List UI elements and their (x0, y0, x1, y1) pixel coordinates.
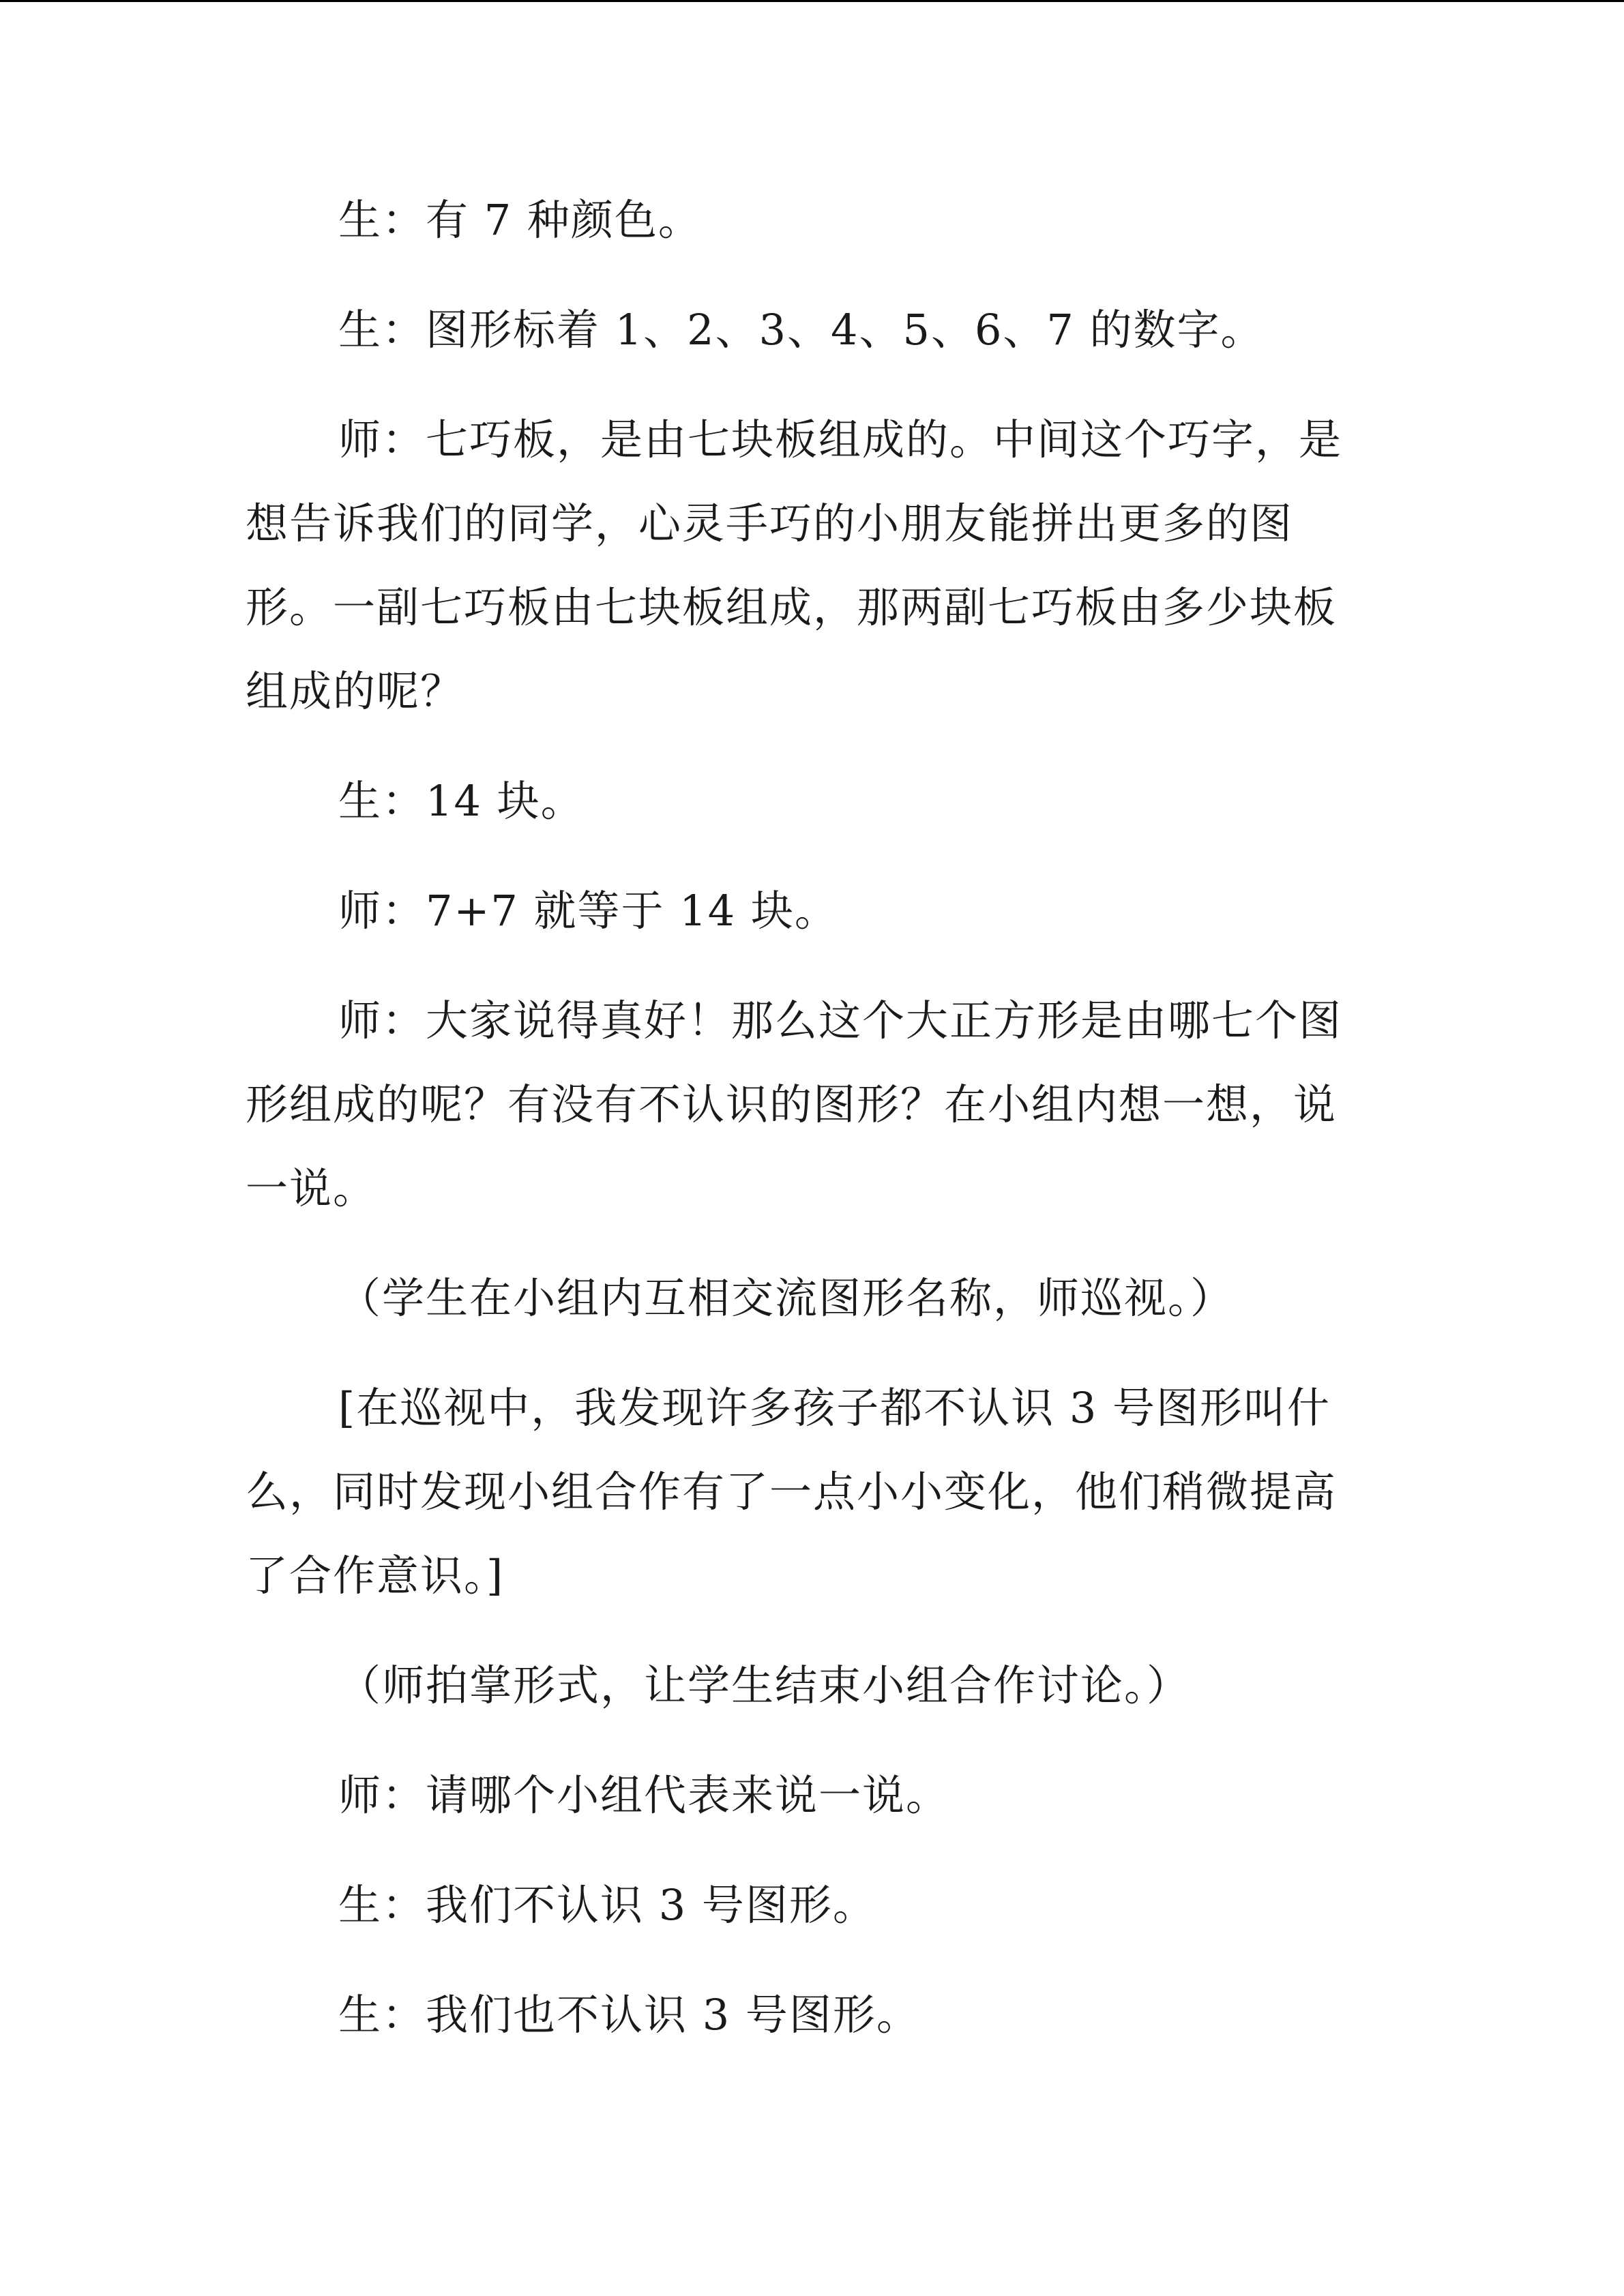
paragraph-6: 师：大家说得真好！那么这个大正方形是由哪七个图形组成的呢？有没有不认识的图形？在小组内想一想，说一说。 (246, 996, 1343, 1213)
paragraph-4: 生：14 块。 (338, 776, 585, 826)
paragraph-10: 师：请哪个小组代表来说一说。 (338, 1770, 950, 1820)
paragraph-1: 生：有 7 种颜色。 (338, 195, 702, 245)
paragraph-7: （学生在小组内互相交流图形名称，师巡视。） (338, 1273, 1235, 1323)
paragraph-8: [在巡视中，我发现许多孩子都不认识 3 号图形叫什么，同时发现小组合作有了一点小小变化，他们稍微提高了合作意识。] (246, 1383, 1338, 1600)
paragraph-12: 生：我们也不认识 3 号图形。 (338, 1990, 920, 2040)
paragraph-3: 师：七巧板，是由七块板组成的。中间这个巧字，是想告诉我们的同学，心灵手巧的小朋友能拼出更多的图形。一副七巧板由七块板组成，那两副七巧板由多少块板组成的呢？ (246, 415, 1343, 716)
paragraph-2: 生：图形标着 1、2、3、4、5、6、7 的数字。 (338, 305, 1265, 355)
paragraph-9: （师拍掌形式，让学生结束小组合作讨论。） (338, 1660, 1191, 1710)
paragraph-11: 生：我们不认识 3 号图形。 (338, 1880, 876, 1930)
document-body (246, 178, 1344, 2057)
paragraph-5: 师：7+7 就等于 14 块。 (338, 886, 838, 936)
